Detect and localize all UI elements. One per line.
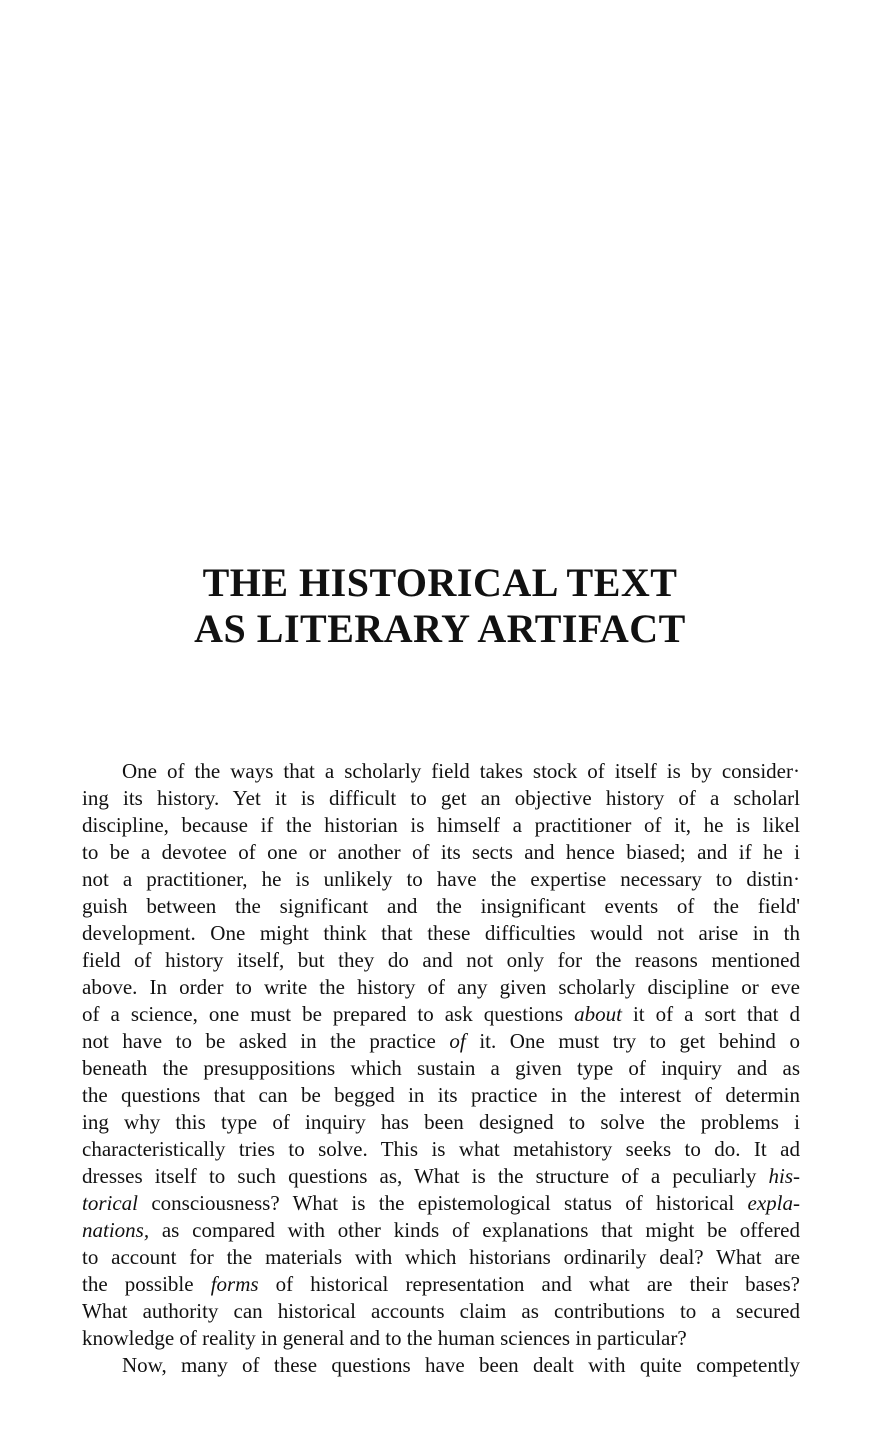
text-line: [82, 1190, 800, 1217]
text-line: not a practitioner, he is unlikely to have the expertise necessary to distin·: [82, 867, 800, 891]
chapter-title-line-1: THE HISTORICAL TEXT: [202, 560, 678, 605]
text-line: above. In order to write the history of any given scholarly discipline or eve: [82, 975, 800, 999]
italic-emphasis: forms: [210, 1272, 259, 1296]
text-line: One of the ways that a scholarly field takes stock of itself is by consider·: [122, 759, 800, 783]
text-run: not have to be asked in the practice: [82, 1029, 450, 1053]
text-line: discipline, because if the historian is himself a practitioner of it, he is likel: [82, 813, 800, 837]
text-run: it. One must try to get behind o: [465, 1029, 800, 1053]
text-line: knowledge of reality in general and to the human sciences in particular?: [82, 1326, 687, 1350]
text-line: to be a devotee of one or another of its sects and hence biased; and if he i: [82, 840, 800, 864]
text-line: [82, 1163, 800, 1190]
italic-emphasis: about: [574, 1002, 622, 1026]
italic-emphasis: his-: [768, 1164, 800, 1188]
text-line: [82, 1001, 800, 1028]
text-line: guish between the significant and the insignificant events of the field': [82, 894, 800, 918]
chapter-title-line-2: AS LITERARY ARTIFACT: [194, 606, 686, 651]
text-line: beneath the presuppositions which sustain a given type of inquiry and as: [82, 1056, 800, 1080]
text-run: the possible: [82, 1272, 211, 1296]
text-line: the questions that can be begged in its practice in the interest of determin: [82, 1083, 800, 1107]
text-run: it of a sort that d: [621, 1002, 800, 1026]
italic-emphasis: nations,: [82, 1218, 150, 1242]
body-paragraphs: [82, 758, 800, 1379]
italic-emphasis: torical: [82, 1191, 138, 1215]
text-line: development. One might think that these difficulties would not arise in th: [82, 921, 800, 945]
text-line: Now, many of these questions have been dealt with quite competently: [122, 1353, 800, 1377]
text-line: [82, 1271, 800, 1298]
text-run: dresses itself to such questions as, What is the structure of a peculiarly: [82, 1164, 769, 1188]
text-line: to account for the materials with which historians ordinarily deal? What are: [82, 1245, 800, 1269]
text-line: field of history itself, but they do and not only for the reasons mentioned: [82, 948, 800, 972]
text-line: [82, 1028, 800, 1055]
text-run: as compared with other kinds of explanations that might be offered: [149, 1218, 800, 1242]
text-line: characteristically tries to solve. This is what metahistory seeks to do. It ad: [82, 1137, 800, 1161]
text-line: ing its history. Yet it is difficult to get an objective history of a scholarl: [82, 786, 800, 810]
text-run: consciousness? What is the epistemological status of historical: [138, 1191, 748, 1215]
italic-emphasis: expla-: [747, 1191, 800, 1215]
text-line: What authority can historical accounts claim as contributions to a secured: [82, 1299, 800, 1323]
text-line: [82, 1217, 800, 1244]
italic-emphasis: of: [449, 1029, 466, 1053]
text-run: of historical representation and what are their bases?: [258, 1272, 800, 1296]
text-run: of a science, one must be prepared to ask questions: [82, 1002, 575, 1026]
text-line: ing why this type of inquiry has been designed to solve the problems i: [82, 1110, 800, 1134]
